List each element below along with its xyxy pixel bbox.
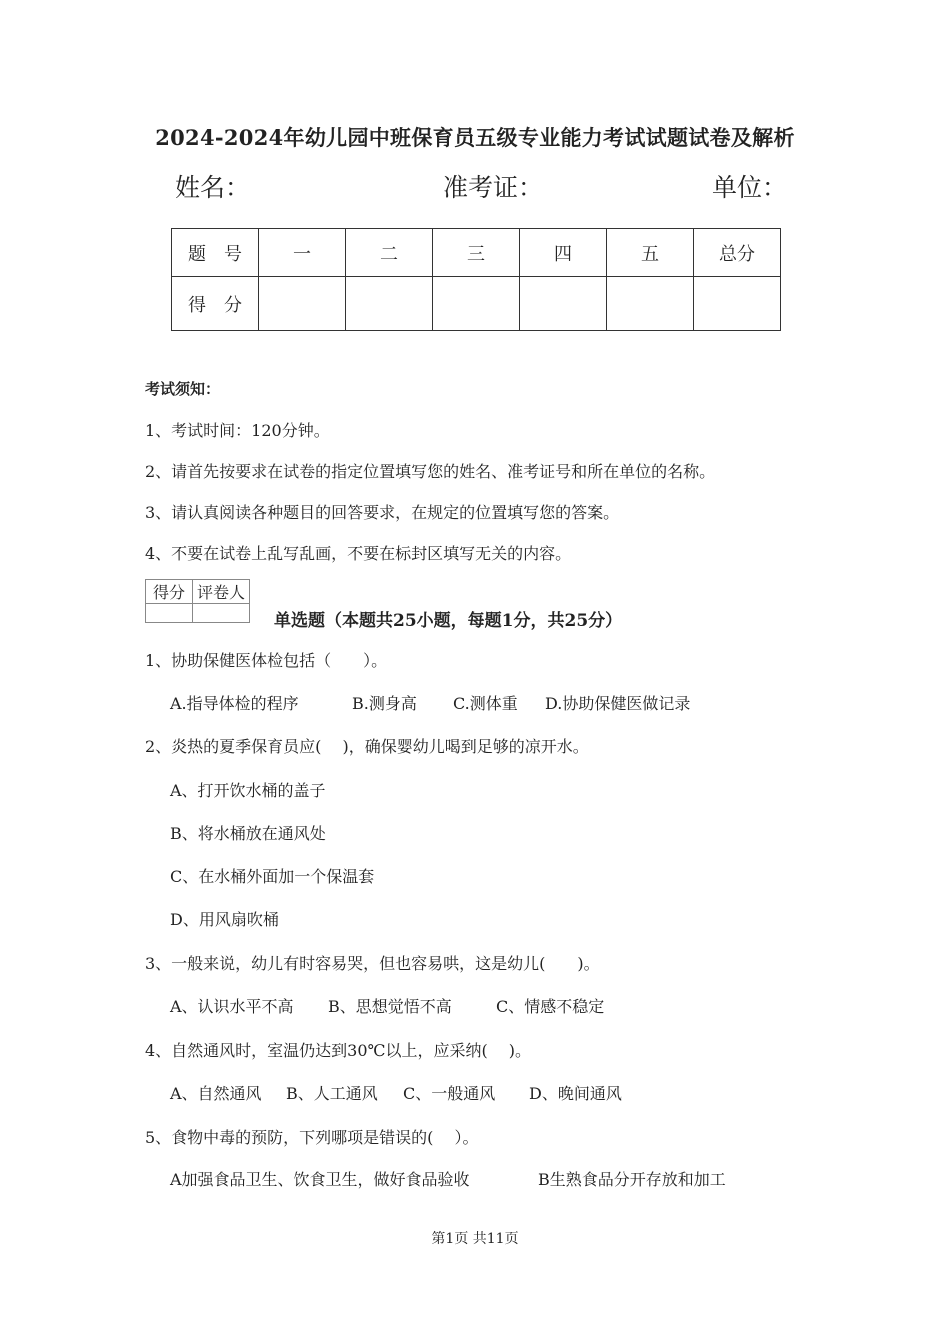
score-table <box>171 228 781 331</box>
question-option: B、人工通风 <box>286 1084 378 1103</box>
grader-box <box>145 579 250 623</box>
grader-name-label: 评卷人 <box>193 580 250 604</box>
score-table-header-cell: 四 <box>520 229 607 277</box>
question-stem: 3、一般来说，幼儿有时容易哭，但也容易哄，这是幼儿( )。 <box>145 954 600 973</box>
exam-title: 2024-2024年幼儿园中班保育员五级专业能力考试试题试卷及解析 <box>155 125 795 150</box>
question-option: C、情感不稳定 <box>496 997 605 1016</box>
question-stem: 5、食物中毒的预防，下列哪项是错误的( ）。 <box>145 1128 479 1147</box>
question-option: A.指导体检的程序 <box>170 694 299 713</box>
score-table-header-cell: 题 号 <box>172 229 259 277</box>
question-option: B生熟食品分开存放和加工 <box>538 1170 726 1189</box>
notice-item: 3、请认真阅读各种题目的回答要求，在规定的位置填写您的答案。 <box>145 503 620 522</box>
score-table-header-cell: 总分 <box>694 229 781 277</box>
score-cell <box>346 277 433 331</box>
notice-heading: 考试须知： <box>145 380 221 398</box>
exam-id-field-label: 准考证： <box>443 173 544 202</box>
score-cell <box>433 277 520 331</box>
question-option: B.测身高 <box>352 694 417 713</box>
grader-score-label: 得分 <box>146 580 193 604</box>
notice-item: 4、不要在试卷上乱写乱画，不要在标封区填写无关的内容。 <box>145 544 572 563</box>
question-option: D、用风扇吹桶 <box>170 910 279 929</box>
score-cell <box>259 277 346 331</box>
question-option: C、在水桶外面加一个保温套 <box>170 867 375 886</box>
question-stem: 4、自然通风时，室温仍达到30℃以上，应采纳( )。 <box>145 1041 532 1060</box>
grader-name-cell <box>193 604 250 623</box>
question-option: B、将水桶放在通风处 <box>170 824 326 843</box>
grader-score-cell <box>146 604 193 623</box>
question-option: A、认识水平不高 <box>170 997 294 1016</box>
score-row-label: 得 分 <box>172 277 259 331</box>
question-stem: 1、协助保健医体检包括（ ）。 <box>145 651 388 670</box>
question-option: A加强食品卫生、饮食卫生，做好食品验收 <box>170 1170 470 1189</box>
score-table-score-row <box>172 277 781 331</box>
page-footer: 第1页 共11页 <box>431 1231 519 1247</box>
score-table-header-cell: 一 <box>259 229 346 277</box>
question-option: D、晚间通风 <box>529 1084 622 1103</box>
score-cell <box>694 277 781 331</box>
question-option: A、打开饮水桶的盖子 <box>170 781 326 800</box>
section-title: 单选题（本题共25小题，每题1分，共25分） <box>274 611 623 631</box>
question-stem: 2、炎热的夏季保育员应( )，确保婴幼儿喝到足够的凉开水。 <box>145 737 589 756</box>
name-field-label: 姓名： <box>175 173 251 202</box>
unit-field-label: 单位： <box>712 173 788 202</box>
score-table-header-row <box>172 229 781 277</box>
score-table-header-cell: 三 <box>433 229 520 277</box>
score-cell <box>520 277 607 331</box>
question-option: D.协助保健医做记录 <box>545 694 691 713</box>
notice-item: 2、请首先按要求在试卷的指定位置填写您的姓名、准考证号和所在单位的名称。 <box>145 462 716 481</box>
question-option: C.测体重 <box>453 694 518 713</box>
score-table-header-cell: 二 <box>346 229 433 277</box>
question-option: A、自然通风 <box>170 1084 262 1103</box>
question-option: B、思想觉悟不高 <box>328 997 452 1016</box>
score-cell <box>607 277 694 331</box>
question-option: C、一般通风 <box>403 1084 496 1103</box>
score-table-header-cell: 五 <box>607 229 694 277</box>
notice-item: 1、考试时间：120分钟。 <box>145 421 330 440</box>
